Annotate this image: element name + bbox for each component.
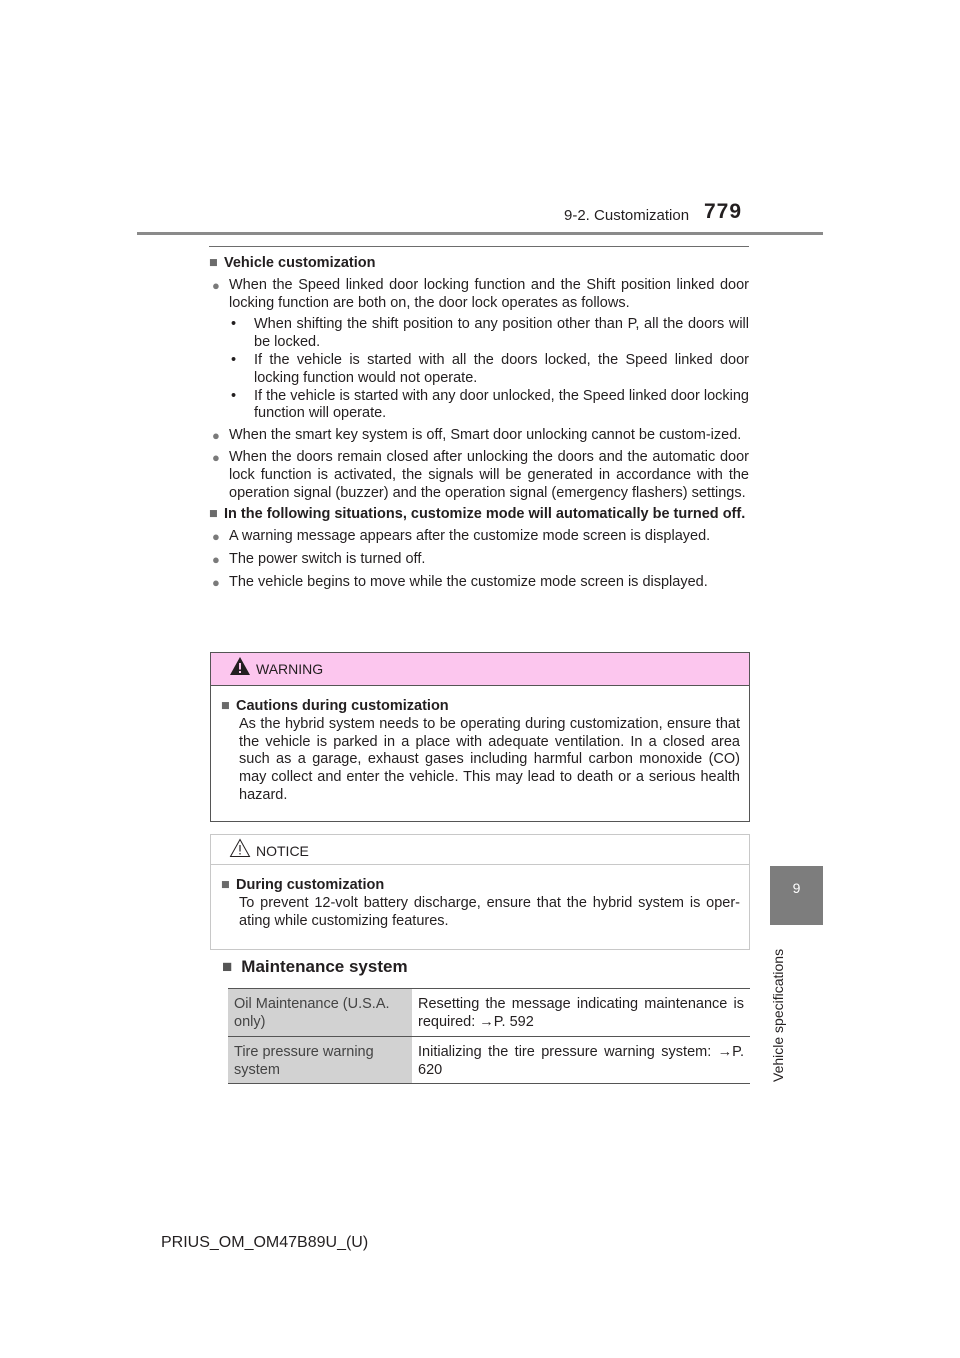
square-bullet-icon: ■	[209, 255, 218, 271]
header-rule	[137, 232, 823, 235]
sub-item: • If the vehicle is started with all the doors locked, the Speed linked door locking function would not operate.	[231, 351, 749, 386]
table-cell-description: Initializing the tire pressure warning system: →P. 620	[412, 1037, 750, 1084]
notice-label: NOTICE	[256, 843, 309, 859]
vehicle-customization-heading: ■ Vehicle customization	[209, 255, 376, 271]
circle-bullet-icon: ●	[212, 428, 220, 444]
sub-item: • When shifting the shift position to any position other than P, all the doors will be locked.	[231, 316, 749, 351]
table-cell-description: Resetting the message indicating maintenance is required: →P. 592	[412, 989, 750, 1037]
dot-bullet-icon: •	[231, 316, 237, 333]
maintenance-table	[228, 988, 750, 1084]
warning-text: As the hybrid system needs to be operating during customization, ensure that the vehicle is parked in a place with adequate ventilation. In a closed area such as a garage, exhaust gases including harmful carbon monoxide (CO) may collect and enter the vehicle. This may lead to death or a serious health hazard.	[239, 715, 740, 803]
chapter-number: 9	[792, 880, 801, 896]
square-bullet-icon: ■	[209, 506, 218, 523]
warning-label: WARNING	[256, 661, 324, 677]
main-content	[209, 255, 749, 592]
maintenance-heading: ■ Maintenance system	[222, 957, 408, 976]
table-cell-item: Tire pressure warning system	[228, 1037, 412, 1084]
notice-heading: ■ During customization	[221, 877, 385, 893]
dot-bullet-icon: •	[231, 387, 237, 404]
bullet-item: ● When the doors remain closed after unlocking the doors and the automatic door lock function is activated, the signals will be generated in accordance with the operation signal (buzzer) and the operation signal (emergency flashers) settings.	[209, 449, 749, 502]
notice-box	[210, 834, 750, 950]
bullet-item: ● When the smart key system is off, Smart door unlocking cannot be custom-ized.	[209, 427, 749, 445]
circle-bullet-icon: ●	[212, 449, 220, 465]
bullet-item: ● The vehicle begins to move while the customize mode screen is displayed.	[209, 574, 749, 592]
content-rule	[209, 246, 749, 247]
table-row	[228, 989, 750, 1037]
dot-bullet-icon: •	[231, 351, 237, 368]
warning-header	[211, 653, 749, 686]
sub-item: • If the vehicle is started with any door unlocked, the Speed linked door locking function will operate.	[231, 387, 749, 422]
circle-bullet-icon: ●	[212, 574, 220, 590]
warning-box	[210, 652, 750, 822]
chapter-label	[767, 930, 787, 1090]
square-bullet-icon: ■	[221, 698, 230, 714]
square-bullet-icon: ■	[222, 957, 233, 976]
notice-header	[211, 835, 749, 865]
bullet-item: ● The power switch is turned off.	[209, 551, 749, 569]
section-title: 9-2. Customization	[564, 207, 690, 224]
chapter-label-text: Vehicle specifications	[770, 948, 786, 1082]
circle-bullet-icon: ●	[212, 551, 220, 567]
circle-bullet-icon: ●	[212, 529, 220, 545]
bullet-item: ● A warning message appears after the customize mode screen is displayed.	[209, 528, 749, 546]
table-row	[228, 1037, 750, 1084]
notice-body	[211, 865, 749, 930]
warning-heading: ■ Cautions during customization	[221, 698, 449, 714]
notice-triangle-icon	[229, 838, 251, 858]
auto-off-heading: ■ In the following situations, customize mode will automatically be turned off.	[209, 506, 746, 523]
table-cell-item: Oil Maintenance (U.S.A. only)	[228, 989, 412, 1037]
notice-text: To prevent 12-volt battery discharge, ensure that the hybrid system is oper-ating while customizing features.	[239, 894, 740, 929]
document-code: PRIUS_OM_OM47B89U_(U)	[161, 1234, 369, 1251]
square-bullet-icon: ■	[221, 877, 230, 893]
warning-body	[211, 686, 749, 805]
page-number: 779	[704, 200, 743, 223]
bullet-item: ● When the Speed linked door locking function and the Shift position linked door locking function are both on, the door lock operates as follows.	[209, 277, 749, 313]
circle-bullet-icon: ●	[212, 277, 220, 293]
warning-triangle-icon	[229, 656, 251, 676]
